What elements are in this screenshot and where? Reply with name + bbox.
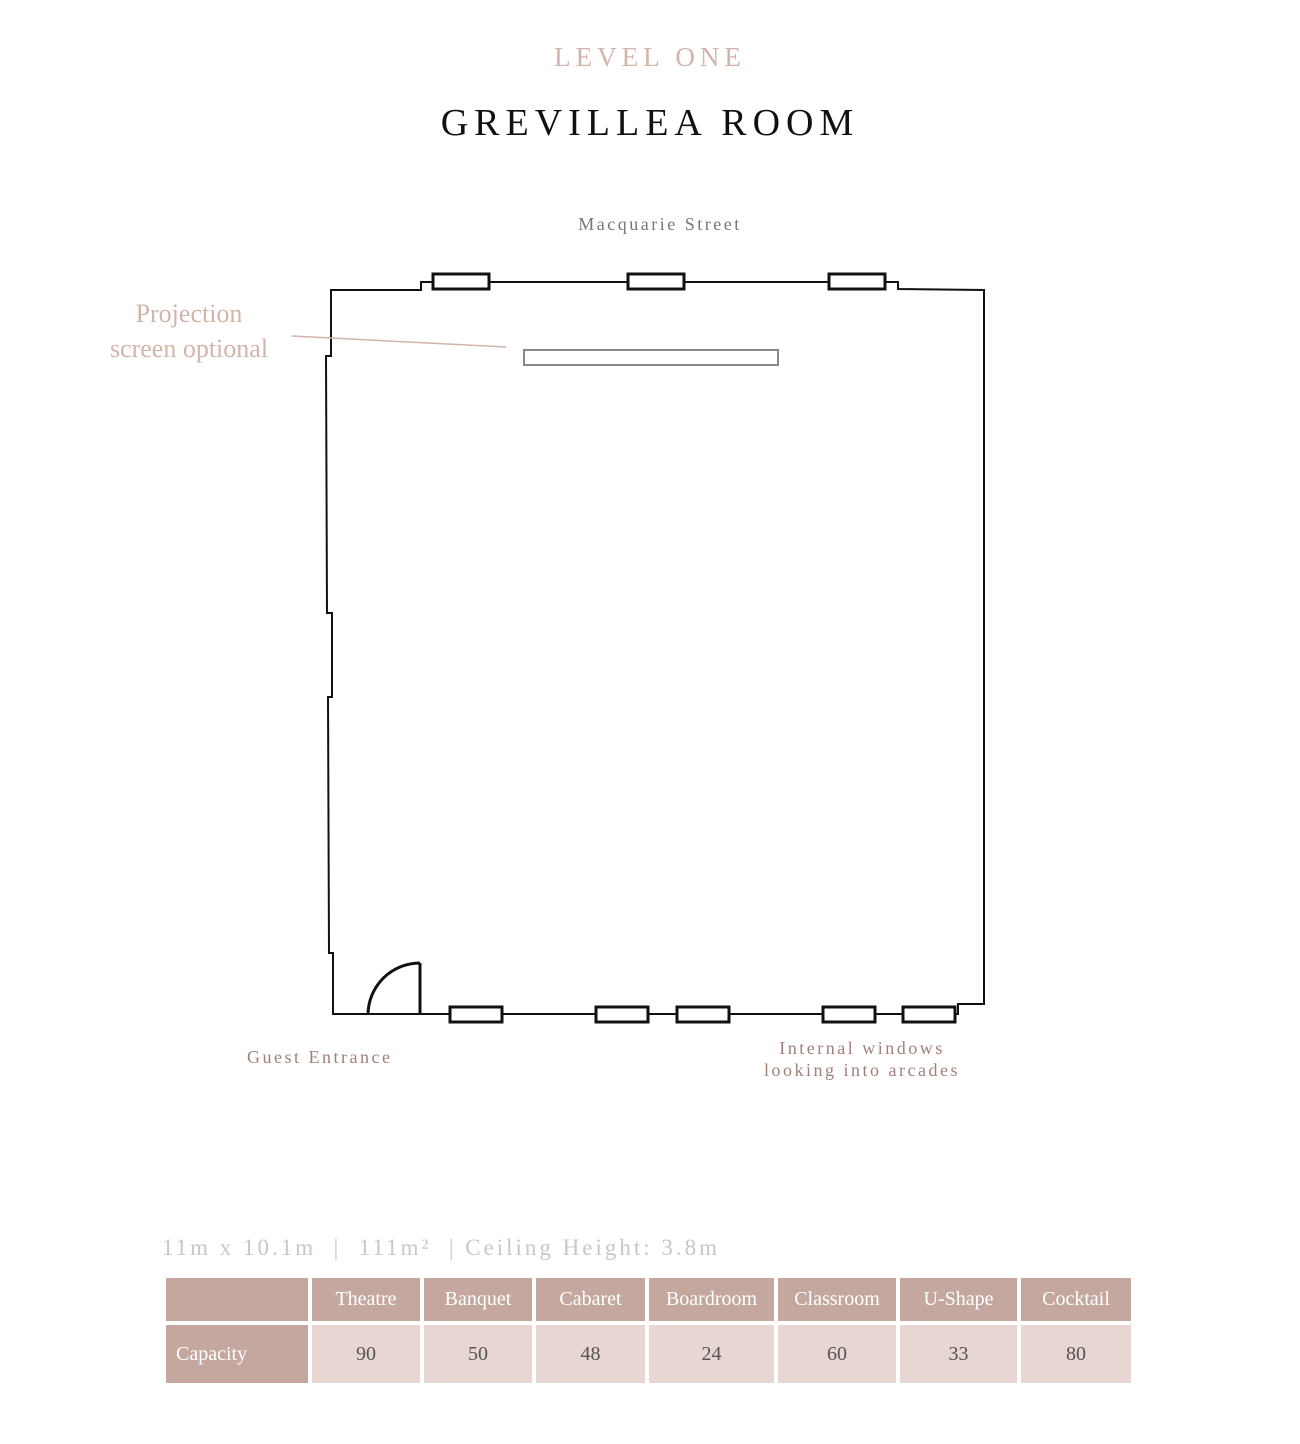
- value-theatre: 90: [312, 1325, 420, 1383]
- value-cabaret: 48: [536, 1325, 645, 1383]
- window-top-2: [628, 274, 684, 289]
- header-cabaret: Cabaret: [536, 1278, 645, 1321]
- macquarie-street-label: Macquarie Street: [578, 214, 742, 234]
- internal-windows-line1: Internal windows: [779, 1038, 945, 1058]
- header-u-shape: U-Shape: [900, 1278, 1017, 1321]
- window-bottom-4: [823, 1007, 875, 1022]
- header-cocktail: Cocktail: [1021, 1278, 1131, 1321]
- capacity-header-row: [166, 1278, 1131, 1321]
- projection-label-line2: screen optional: [109, 334, 269, 363]
- room-title: GREVILLEA ROOM: [440, 102, 860, 144]
- header-banquet: Banquet: [424, 1278, 532, 1321]
- header-boardroom: Boardroom: [649, 1278, 774, 1321]
- header-classroom: Classroom: [778, 1278, 896, 1321]
- value-banquet: 50: [424, 1325, 532, 1383]
- window-bottom-1: [450, 1007, 502, 1022]
- projection-screen: [524, 350, 778, 365]
- value-cocktail: 80: [1021, 1325, 1131, 1383]
- value-classroom: 60: [778, 1325, 896, 1383]
- window-bottom-2: [596, 1007, 648, 1022]
- capacity-table: [162, 1274, 1135, 1387]
- room-dimensions: 11m x 10.1m | 111m² | Ceiling Height: 3.8m: [162, 1235, 721, 1260]
- window-top-1: [433, 274, 489, 289]
- projection-label-line1: Projection: [135, 299, 243, 328]
- capacity-row-label: Capacity: [166, 1325, 308, 1383]
- level-title: LEVEL ONE: [554, 42, 746, 72]
- door-swing-arc: [368, 963, 420, 1015]
- value-boardroom: 24: [649, 1325, 774, 1383]
- internal-windows-label: [742, 1037, 982, 1081]
- window-top-3: [829, 274, 885, 289]
- value-u-shape: 33: [900, 1325, 1017, 1383]
- header-blank-cell: [166, 1278, 308, 1321]
- header-theatre: Theatre: [312, 1278, 420, 1321]
- window-bottom-3: [677, 1007, 729, 1022]
- capacity-data-row: [166, 1325, 1131, 1383]
- projection-leader-line: [292, 336, 506, 347]
- projection-screen-label: [93, 296, 285, 366]
- window-bottom-5: [903, 1007, 955, 1022]
- room-wall-outline: [326, 282, 984, 1014]
- guest-entrance-label: Guest Entrance: [247, 1047, 393, 1067]
- internal-windows-line2: looking into arcades: [764, 1060, 960, 1080]
